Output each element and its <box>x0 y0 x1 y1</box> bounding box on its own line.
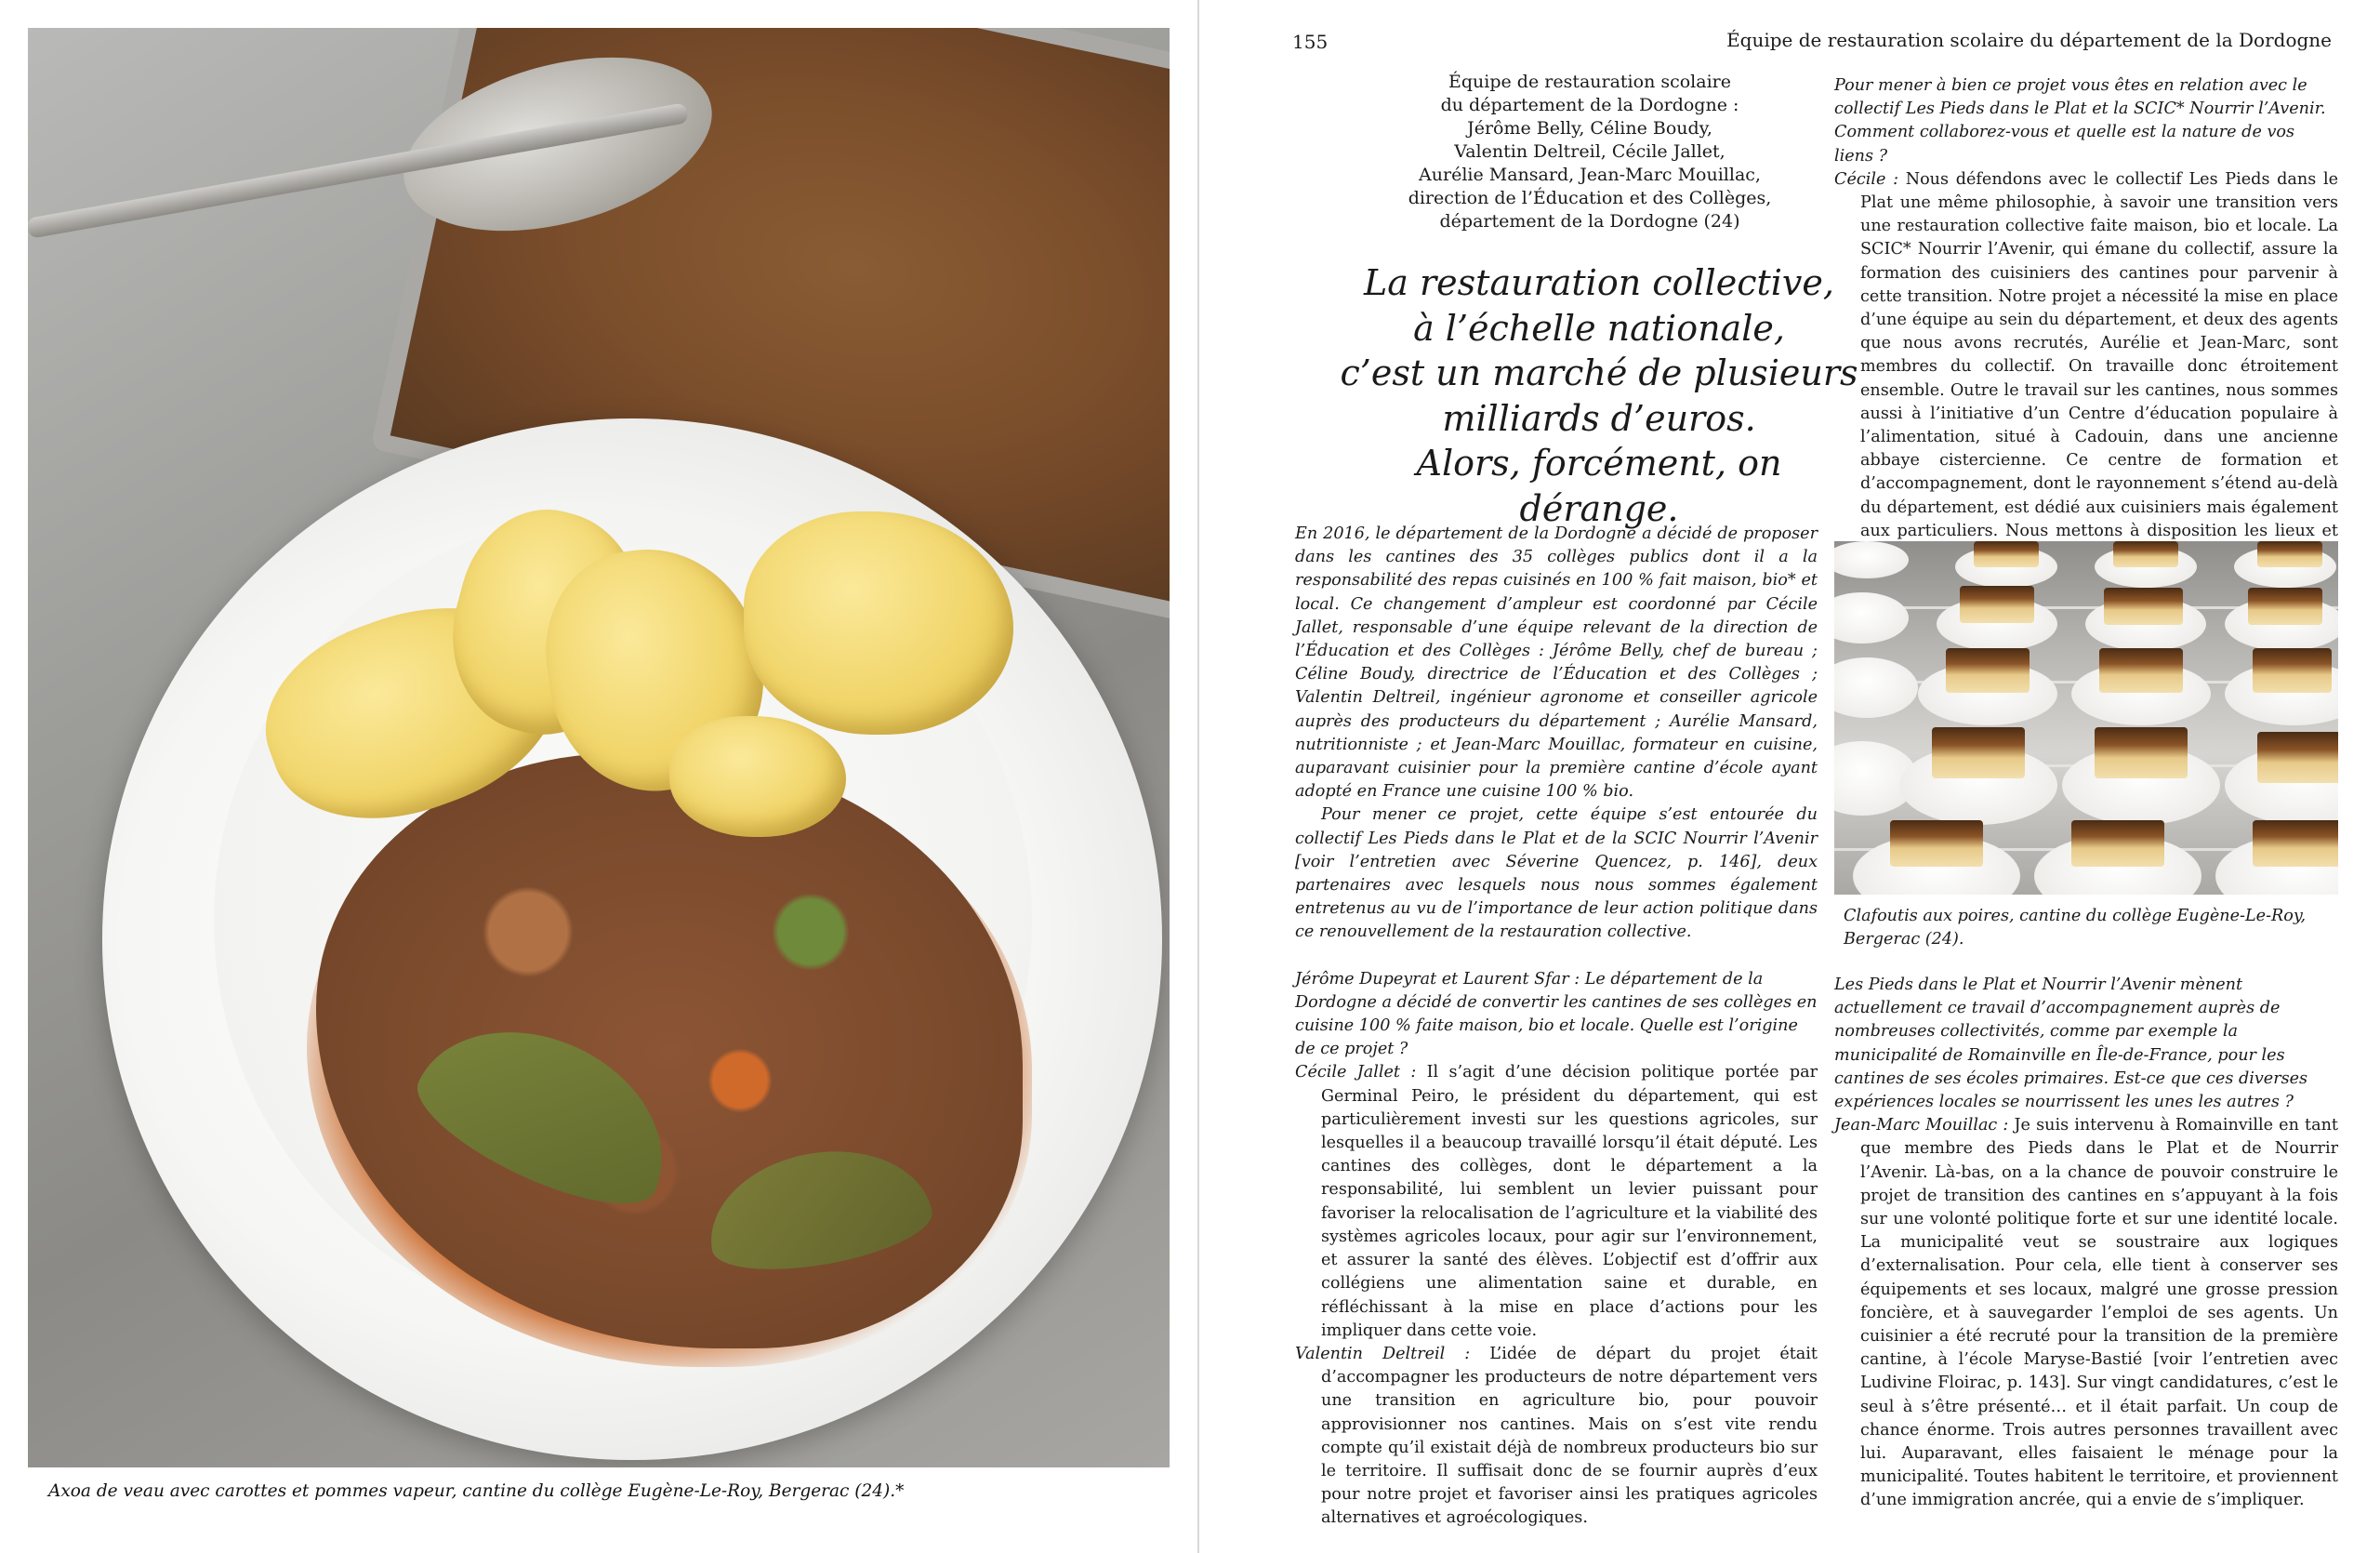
credits-line: département de la Dordogne (24) <box>1439 211 1740 232</box>
interview-answer <box>1834 168 2338 566</box>
interview-question: Pour mener à bien ce projet vous êtes en relation avec le collectif Les Pieds dans le Plat et la SCIC* Nourrir l’Avenir. Comment collaborez-vous et quelle est la nature de vos liens ? <box>1834 76 2326 166</box>
photo-plate <box>1834 592 1909 644</box>
photo-axoa-de-veau <box>28 28 1170 1467</box>
pull-quote-line: milliards d’euros. <box>1442 397 1756 439</box>
photo-clafoutis-slice <box>2257 541 2322 567</box>
photo-clafoutis-slice <box>1974 541 2039 567</box>
pull-quote <box>1339 260 1859 531</box>
photo-clafoutis-slice <box>2104 588 2183 625</box>
running-head: Équipe de restauration scolaire du département de la Dordogne <box>1726 29 2332 51</box>
credits-line: du département de la Dordogne : <box>1440 95 1739 115</box>
interview-question: Jérôme Dupeyrat et Laurent Sfar : Le département de la Dordogne a décidé de convertir les cantines de ses collèges en cuisine 100 % faite maison, bio et locale. Quelle est l’origine de ce projet ? <box>1295 969 1818 1059</box>
photo-clafoutis-slice <box>2248 588 2322 625</box>
photo-clafoutis-slice <box>2099 648 2183 693</box>
intro-paragraph: Pour mener ce projet, cette équipe s’est entourée du collectif Les Pieds dans le Plat et de la SCIC Nourrir l’Avenir [voir l’entretien avec Séverine Quencez, p. 146], deux partenaires avec lesquels nous nous sommes également entretenus au vu de l’importance de leur action politique dans ce renouvellement de la restauration collective. <box>1295 805 1818 942</box>
credits-line: Jérôme Belly, Céline Boudy, <box>1467 118 1712 139</box>
answer-text: L’idée de départ du projet était d’accompagner les producteurs de notre département vers une transition en agriculture bio, pour pouvoir approvisionner nos cantines. Mais on s’est vite rendu compte qu’il existait déjà de nombreux producteurs bio sur le territoire. Il suffisait donc de se fournir auprès d’eux pour notre projet et favoriser ainsi les pratiques agricoles alternatives et agroécologiques. <box>1321 1344 1818 1528</box>
text-column-left <box>1295 523 1818 1531</box>
interview-answer <box>1834 1114 2338 1512</box>
pull-quote-line: c’est un marché de plusieurs <box>1340 352 1858 393</box>
credits-block <box>1404 71 1776 233</box>
pull-quote-line: La restauration collective, <box>1364 262 1834 303</box>
speaker-name: Cécile : <box>1834 169 1899 189</box>
photo-clafoutis-slice <box>2113 541 2178 567</box>
photo-clafoutis-slice <box>2257 732 2338 783</box>
clafoutis-caption: Clafoutis aux poires, cantine du collège Eugène-Le-Roy, Bergerac (24). <box>1844 907 2307 949</box>
text-column-right-lower <box>1834 974 2338 1513</box>
interview-question: Les Pieds dans le Plat et Nourrir l’Avenir mènent actuellement ce travail d’accompagnement auprès de nombreuses collectivités, comme par exemple la municipalité de Romainville en Île-de-France, pour les cantines de ses écoles primaires. Est-ce que ces diverses expériences locales se nourrissent les unes les autres ? <box>1834 976 2308 1112</box>
page-number: 155 <box>1292 31 1329 53</box>
photo-clafoutis-slice <box>1932 727 2025 778</box>
answer-text: Nous défendons avec le collectif Les Pieds dans le Plat une même philosophie, à savoir une transition vers une restauration collective faite maison, bio et locale. La SCIC* Nourrir l’Avenir, qui émane du collectif, assure la formation des cuisiniers des cantines pour parvenir à cette transition. Notre projet a nécessité la mise en place d’une équipe au sein du département, et deux des agents que nous avons recrutés, Aurélie et Jean-Marc, sont membres du collectif. On travaille donc étroitement ensemble. Outre le travail sur les cantines, nous sommes aussi à l’initiative d’un Centre d’éducation populaire à l’alimentation, situé à Cadouin, dans une ancienne abbaye cistercienne. Ce centre de formation et d’accompagnement, dont le rayonnement s’étend au-delà du département, est dédié aux cuisiniers mais également aux particuliers. Nous mettons à disposition les lieux et <box>1860 169 2338 540</box>
interview-answer <box>1295 1343 1818 1531</box>
credits-line: Aurélie Mansard, Jean-Marc Mouillac, <box>1419 165 1761 185</box>
photo-clafoutis-slice <box>2095 727 2188 778</box>
photo-caption: Axoa de veau avec carottes et pommes vapeur, cantine du collège Eugène-Le-Roy, Bergerac (24).* <box>48 1481 905 1501</box>
photo-clafoutis-slice <box>1946 648 2030 693</box>
answer-text: Il s’agit d’une décision politique portée par Germinal Peiro, le président du département, qui est particulièrement investi sur les questions agricoles, sur lesquelles il a beaucoup travaillé lorsqu’il était député. Les cantines des collèges, dont le département a la responsabilité, lui semblent un levier puissant pour favoriser la relocalisation de l’agriculture et la viabilité des systèmes agricoles locaux, pour agir sur l’environnement, et assurer la santé des élèves. L’objectif est d’offrir aux collégiens une alimentation saine et durable, en réfléchissant à la mise en place d’actions pour les impliquer dans cette voie. <box>1321 1063 1818 1340</box>
interview-answer <box>1295 1061 1818 1342</box>
photo-clafoutis-slice <box>2071 820 2164 867</box>
credits-line: direction de l’Éducation et des Collèges, <box>1408 188 1772 208</box>
photo-clafoutis-slice <box>2253 820 2338 867</box>
photo-potato <box>669 716 846 837</box>
speaker-name: Valentin Deltreil : <box>1295 1344 1471 1363</box>
credits-line: Valentin Deltreil, Cécile Jallet, <box>1454 141 1726 162</box>
text-column-right <box>1834 74 2338 566</box>
pull-quote-line: à l’échelle nationale, <box>1413 307 1785 349</box>
right-page <box>1199 0 2380 1553</box>
credits-line: Équipe de restauration scolaire <box>1448 72 1731 92</box>
photo-clafoutis-slice <box>1960 586 2034 623</box>
pull-quote-line: Alors, forcément, on dérange. <box>1416 443 1782 529</box>
photo-plate <box>1834 541 1909 578</box>
photo-clafoutis <box>1834 541 2338 895</box>
speaker-name: Jean-Marc Mouillac : <box>1834 1116 2009 1135</box>
answer-text: Je suis intervenu à Romainville en tant que membre des Pieds dans le Plat et de Nourrir l’Avenir. Là-bas, on a la chance de pouvoir construire le projet de transition des cantines en s’appuyant à la fois sur une volonté politique forte et sur une identité locale. La municipalité veut se soustraire aux logiques d’externalisation. Pour cela, elle tient à conserver ses équipements et ses locaux, malgré une grosse pression foncière, et à sauvegarder l’emploi de ses agents. Un cuisinier a été recruté pour la transition de la première cantine, à l’école Maryse-Bastié [voir l’entretien avec Ludivine Floirac, p. 143]. Sur vingt candidatures, c’est le seul à s’être présenté… et il était parfait. Un coup de chance énorme. Trois autres personnes travaillent avec lui. Auparavant, elles faisaient le ménage pour la municipalité. Toutes habitent le territoire, et proviennent d’une immigration ancrée, qui a envie de s’impliquer. <box>1860 1116 2339 1510</box>
photo-plate <box>1834 657 1918 718</box>
intro-paragraph: En 2016, le département de la Dordogne a décidé de proposer dans les cantines des 35 collèges publics dont il a la responsabilité des repas cuisinés en 100 % fait maison, bio* et local. Ce changement d’ampleur est coordonné par Cécile Jallet, responsable d’une équipe relevant de la direction de l’Éducation et des Collèges : Jérôme Belly, chef de bureau ; Céline Boudy, directrice de l’Éducation et des Collèges ; Valentin Deltreil, ingénieur agronome et conseiller agricole auprès des producteurs du département ; Aurélie Mansard, nutritionniste ; et Jean-Marc Mouillac, formateur en cuisine, auparavant cuisinier pour la première cantine d’école ayant adopté en France une cuisine 100 % bio. <box>1295 524 1818 802</box>
speaker-name: Cécile Jallet : <box>1295 1063 1417 1082</box>
photo-clafoutis-slice <box>2253 648 2332 693</box>
photo-clafoutis-slice <box>1890 820 1983 867</box>
